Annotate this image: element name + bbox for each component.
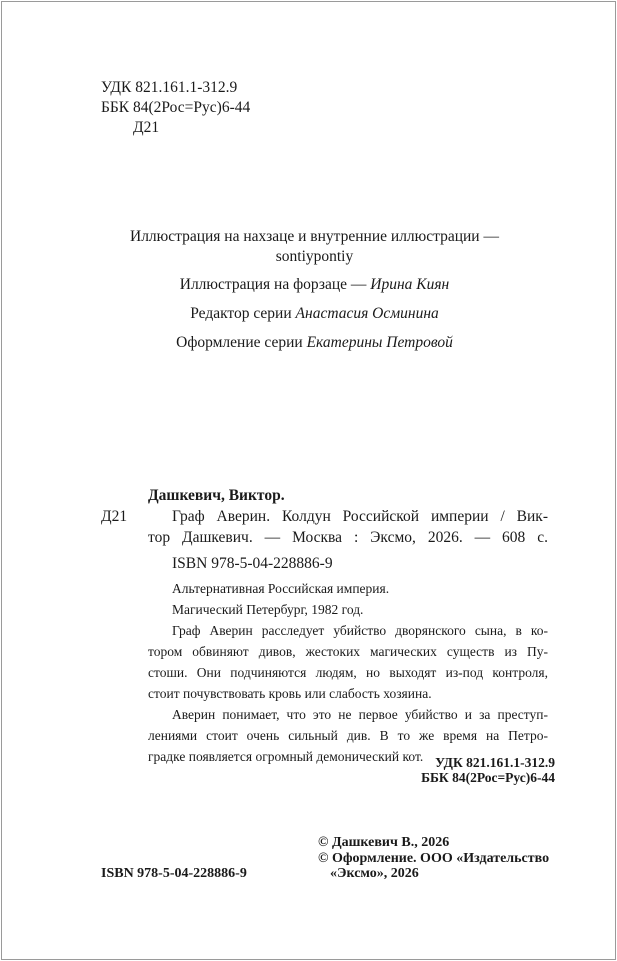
annotation-line: градке появляется огромный демонический кот.	[148, 749, 424, 764]
credit-editor	[6, 306, 617, 322]
annotation-line: стоит почувствовать кровь или слабость хозяина.	[148, 686, 432, 701]
catalog-title-line2: тор Дашкевич. — Москва : Эксмо, 2026. — 608 с.	[148, 529, 548, 546]
page-border	[1, 1, 616, 960]
credit-editor-name: Анастасия Осминина	[295, 305, 439, 322]
catalog-code: Д21	[101, 508, 128, 525]
header-udk: УДК 821.161.1-312.9	[101, 79, 238, 96]
header-code: Д21	[133, 119, 160, 136]
credit-endpaper-label: Иллюстрация на форзаце —	[179, 276, 371, 293]
credit-design-label: Оформление серии	[176, 334, 307, 351]
annotation-line: лениями стоит очень сильный див. В то же время на Петро-	[148, 728, 548, 743]
credit-endpaper-name: Ирина Киян	[370, 276, 450, 293]
footer-isbn: ISBN 978-5-04-228886-9	[101, 866, 247, 881]
credit-design	[6, 335, 617, 351]
catalog-title-line1: Граф Аверин. Колдун Российской империи / Вик-	[172, 508, 548, 525]
copyright-author: © Дашкевич В., 2026	[318, 835, 450, 850]
catalog-isbn: ISBN 978-5-04-228886-9	[172, 555, 333, 572]
catalog-udk: УДК 821.161.1-312.9	[435, 755, 555, 770]
header-bbk: ББК 84(2Рос=Рус)6-44	[101, 99, 251, 116]
annotation-line: тором обвиняют дивов, жестоких магических существ из Пу-	[148, 644, 548, 659]
copyright-design-line1: © Оформление. ООО «Издательство	[318, 851, 550, 866]
credit-editor-label: Редактор серии	[190, 305, 296, 322]
credit-illustrator: sontiypontiy	[275, 248, 354, 265]
annotation-line: Магический Петербург, 1982 год.	[172, 602, 364, 617]
catalog-bbk: ББК 84(2Рос=Рус)6-44	[421, 770, 555, 785]
credit-design-name: Екатерины Петровой	[306, 334, 453, 351]
credit-illustration: Иллюстрация на нахзаце и внутренние иллюстрации —	[130, 228, 499, 245]
annotation-line: Граф Аверин расследует убийство дворянского сына, в ко-	[172, 623, 548, 638]
annotation-line: Аверин понимает, что это не первое убийство и за преступ-	[172, 707, 548, 722]
catalog-author: Дашкевич, Виктор.	[148, 487, 285, 504]
annotation-line: стоши. Они подчиняются людям, но выходят из-под контроля,	[148, 665, 548, 680]
annotation-line: Альтернативная Российская империя.	[172, 581, 390, 596]
credit-endpaper	[6, 277, 617, 293]
copyright-design-line2: «Эксмо», 2026	[330, 866, 419, 881]
